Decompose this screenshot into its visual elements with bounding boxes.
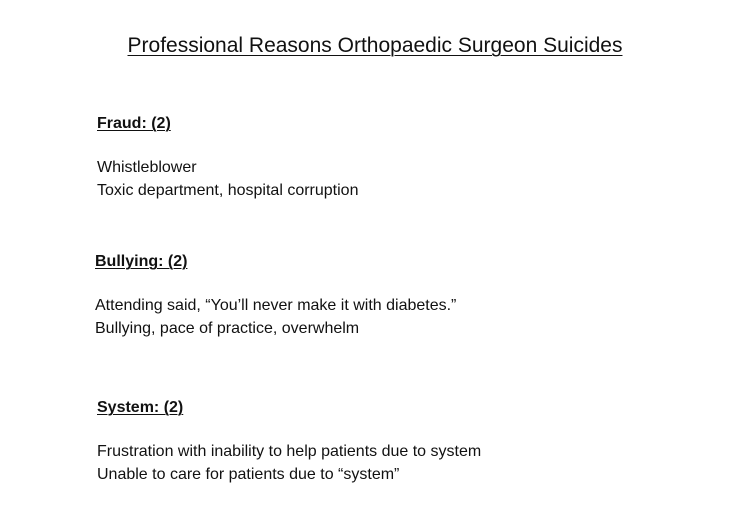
section-line: Attending said, “You’ll never make it with diabetes.” [95, 297, 457, 314]
section-heading-fraud: Fraud: (2) [97, 115, 171, 132]
section-line: Whistleblower [97, 159, 197, 176]
section-heading-system: System: (2) [97, 399, 184, 416]
section-bullying [95, 252, 456, 340]
section-fraud [97, 114, 358, 202]
page-title: Professional Reasons Orthopaedic Surgeon Suicides [127, 34, 623, 57]
section-line: Unable to care for patients due to “system” [97, 466, 400, 483]
section-heading-bullying: Bullying: (2) [95, 253, 188, 270]
section-line: Frustration with inability to help patients due to system [97, 443, 482, 460]
section-line: Toxic department, hospital corruption [97, 182, 359, 199]
section-system [97, 398, 481, 486]
section-line: Bullying, pace of practice, overwhelm [95, 320, 360, 337]
